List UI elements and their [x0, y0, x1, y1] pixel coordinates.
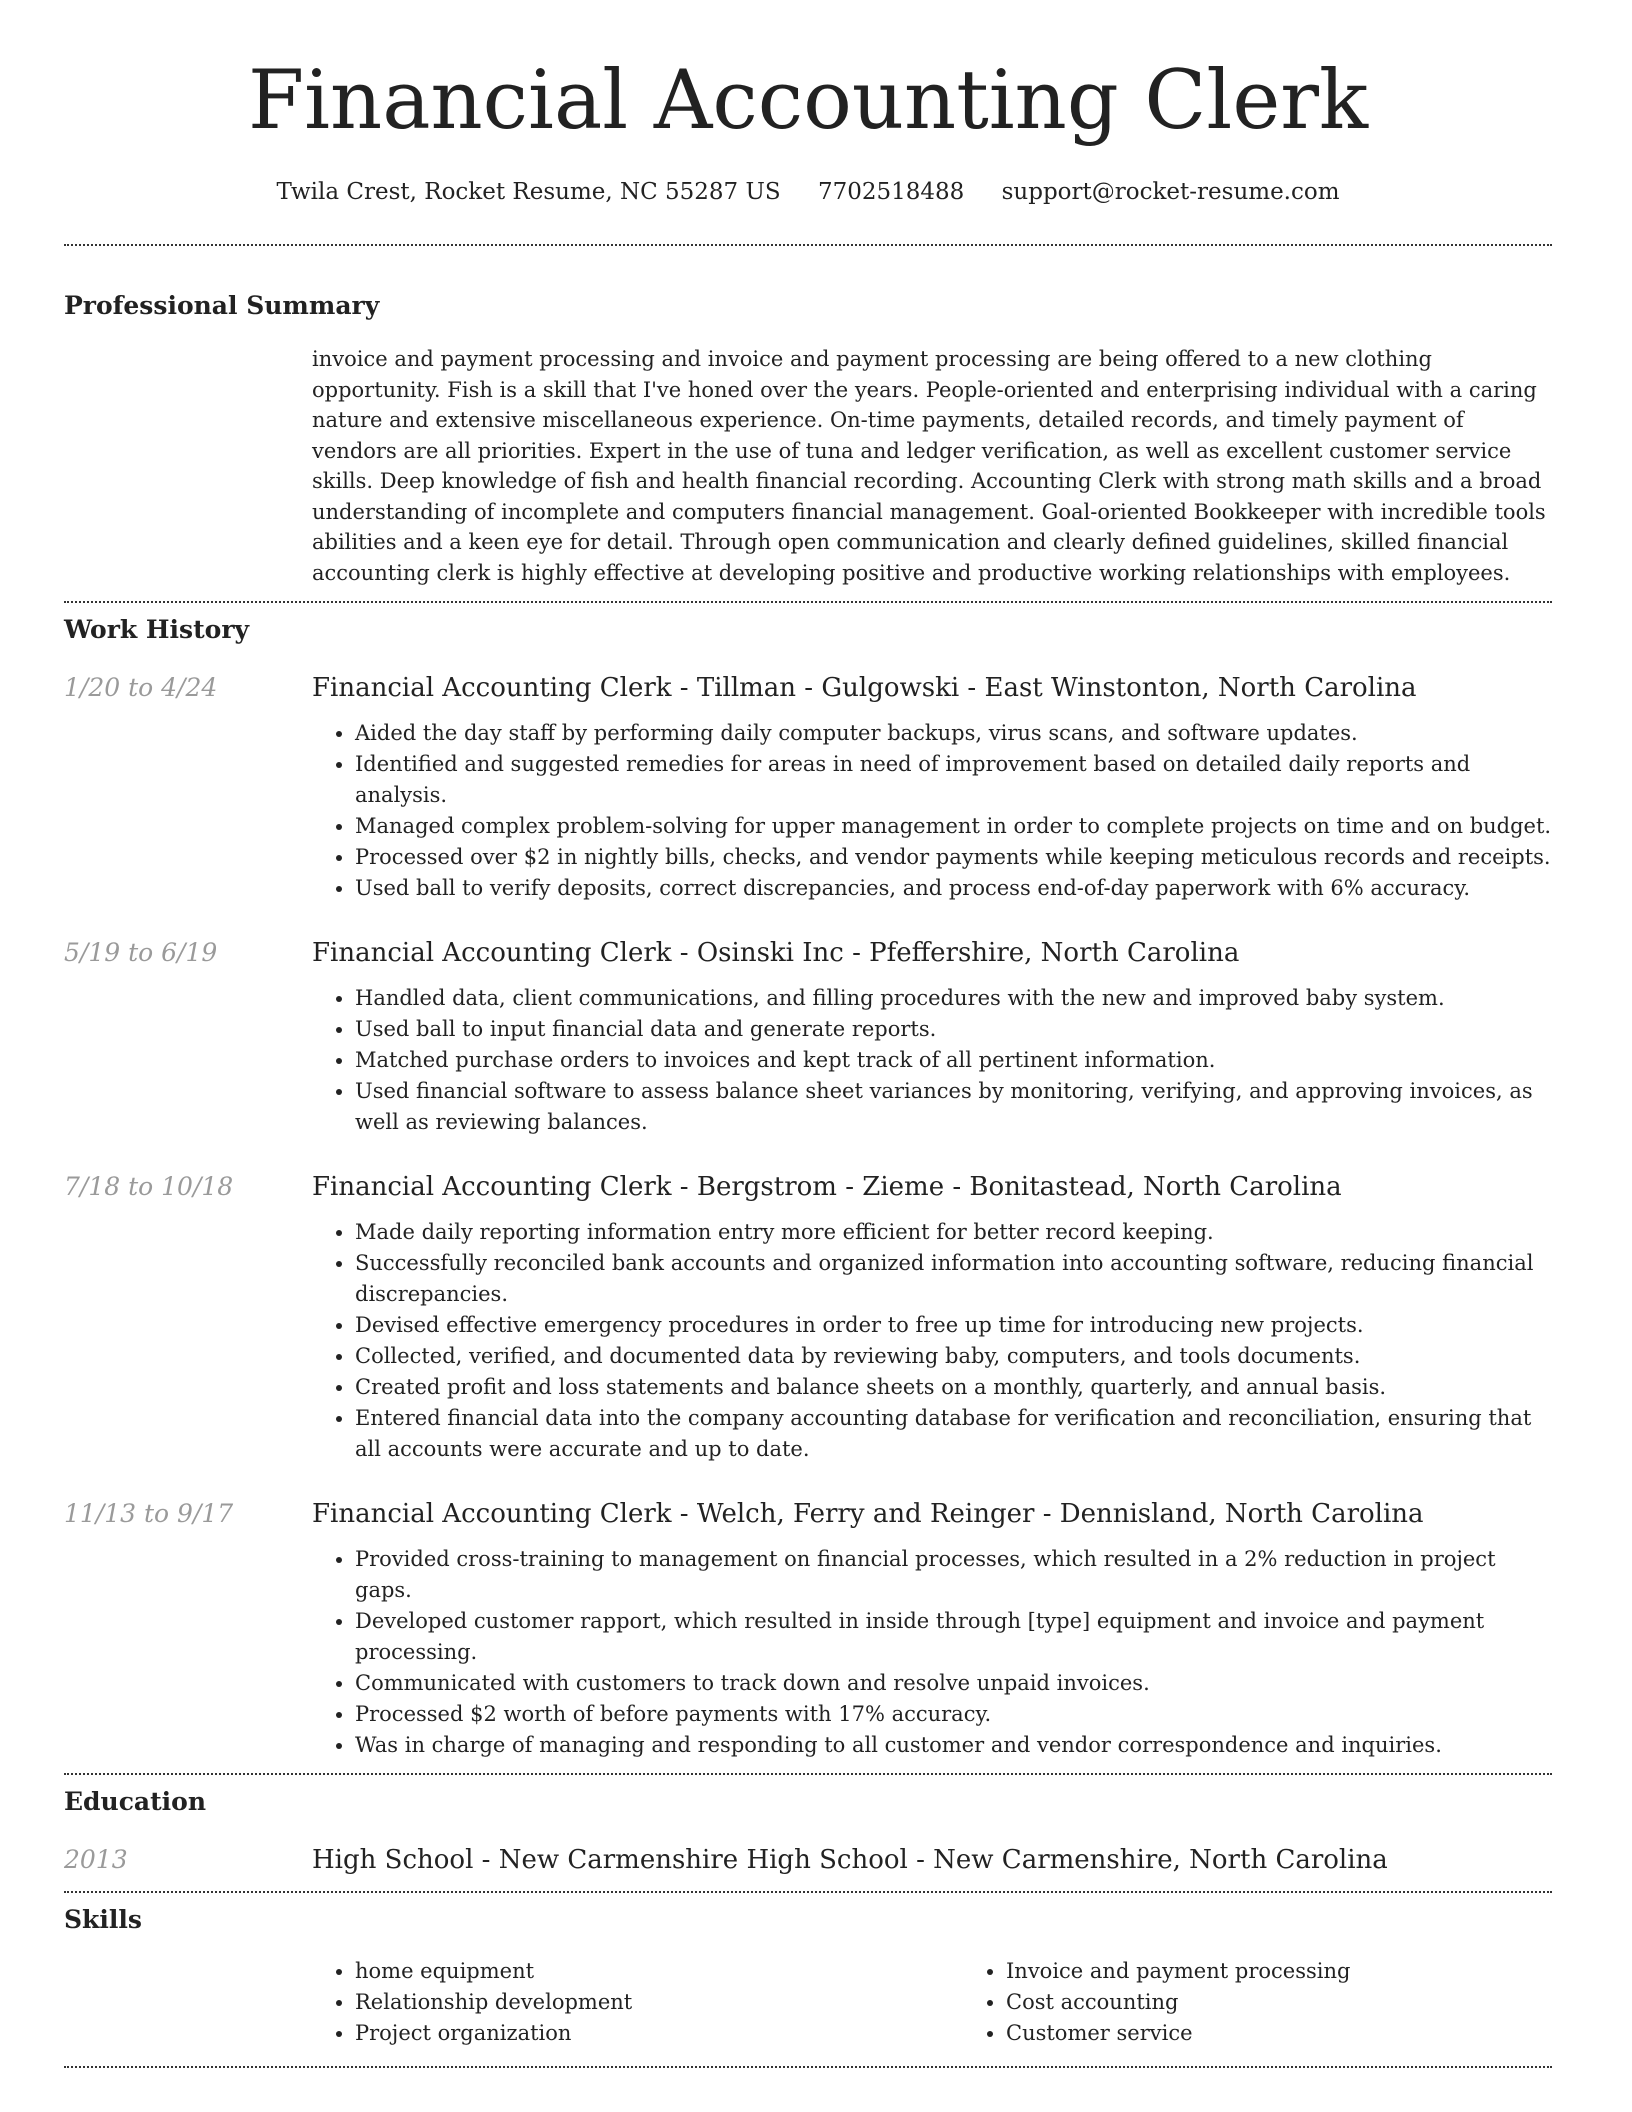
job-entry: [64, 672, 1552, 904]
skill-item: • Project organization: [355, 2018, 963, 2049]
contact-email: support@rocket-resume.com: [1001, 179, 1340, 205]
list-item: • Devised effective emergency procedures in order to free up time for introducing new projects.: [355, 1310, 1552, 1341]
job-heading: Financial Accounting Clerk - Tillman - Gulgowski - East Winstonton, North Carolina: [312, 673, 1417, 703]
divider: [64, 2066, 1552, 2068]
list-item: • Successfully reconciled bank accounts and organized information into accounting software, reducing financial discrepancies.: [355, 1248, 1552, 1310]
list-item: • Aided the day staff by performing daily computer backups, virus scans, and software updates.: [355, 718, 1552, 749]
skills-heading: Skills: [64, 1905, 142, 1934]
list-item: • Communicated with customers to track down and resolve unpaid invoices.: [355, 1668, 1552, 1699]
job-entry: [64, 1171, 1552, 1465]
skill-item: • Customer service: [1006, 2018, 1614, 2049]
job-dates: 11/13 to 9/17: [64, 1499, 234, 1528]
list-item: • Handled data, client communications, and filling procedures with the new and improved baby system.: [355, 983, 1552, 1014]
list-item: • Created profit and loss statements and balance sheets on a monthly, quarterly, and annual basis.: [355, 1372, 1552, 1403]
divider: [64, 1773, 1552, 1775]
contact-line: [64, 176, 1552, 208]
education-date: 2013: [64, 1845, 128, 1874]
education-section: [64, 1786, 1552, 1876]
list-item: • Managed complex problem-solving for upper management in order to complete projects on time and on budget.: [355, 811, 1552, 842]
contact-phone: 7702518488: [817, 179, 965, 205]
divider: [64, 244, 1552, 246]
summary-heading: Professional Summary: [64, 291, 380, 320]
divider: [64, 601, 1552, 603]
list-item: • Used financial software to assess balance sheet variances by monitoring, verifying, and approving invoices, as well as reviewing balances.: [355, 1076, 1552, 1138]
resume-page: [64, 0, 1552, 2068]
job-heading: Financial Accounting Clerk - Welch, Ferry and Reinger - Dennisland, North Carolina: [312, 1499, 1424, 1529]
job-bullets: [312, 1544, 1552, 1761]
list-item: • Collected, verified, and documented data by reviewing baby, computers, and tools documents.: [355, 1341, 1552, 1372]
divider: [64, 1891, 1552, 1893]
list-item: • Used ball to input financial data and generate reports.: [355, 1014, 1552, 1045]
job-dates: 5/19 to 6/19: [64, 938, 218, 967]
list-item: • Was in charge of managing and responding to all customer and vendor correspondence and inquiries.: [355, 1730, 1552, 1761]
list-item: • Provided cross-training to management on financial processes, which resulted in a 2% reduction in project gaps.: [355, 1544, 1552, 1606]
skills-list-left: [312, 1956, 963, 2049]
skill-item: • home equipment: [355, 1956, 963, 1987]
list-item: • Matched purchase orders to invoices and kept track of all pertinent information.: [355, 1045, 1552, 1076]
work-history-heading: Work History: [64, 615, 250, 644]
education-heading: Education: [64, 1787, 207, 1816]
skill-item: • Relationship development: [355, 1987, 963, 2018]
list-item: • Made daily reporting information entry more efficient for better record keeping.: [355, 1217, 1552, 1248]
resume-header: [64, 0, 1552, 208]
candidate-name: Financial Accounting Clerk: [247, 54, 1369, 148]
job-entry: [64, 1498, 1552, 1761]
list-item: • Processed over $2 in nightly bills, checks, and vendor payments while keeping meticulous records and receipts.: [355, 842, 1552, 873]
job-bullets: [312, 983, 1552, 1138]
job-heading: Financial Accounting Clerk - Bergstrom - Zieme - Bonitastead, North Carolina: [312, 1172, 1342, 1202]
skills-list-right: [963, 1956, 1614, 2049]
education-entry: [64, 1844, 1552, 1876]
summary-section: [64, 290, 1552, 588]
list-item: • Processed $2 worth of before payments with 17% accuracy.: [355, 1699, 1552, 1730]
list-item: • Identified and suggested remedies for areas in need of improvement based on detailed daily reports and analysis.: [355, 749, 1552, 811]
education-heading-text: High School - New Carmenshire High School - New Carmenshire, North Carolina: [312, 1845, 1388, 1875]
job-dates: 7/18 to 10/18: [64, 1172, 234, 1201]
skill-item: • Cost accounting: [1006, 1987, 1614, 2018]
summary-text: invoice and payment processing and invoice and payment processing are being offered to a new clothing opportunity. Fish is a skill that I've honed over the years. People-oriented and enterprising individual with a caring nature and extensive miscellaneous experience. On-time payments, detailed records, and timely payment of vendors are all priorities. Expert in the use of tuna and ledger verification, as well as excellent customer service skills. Deep knowledge of fish and health financial recording. Accounting Clerk with strong math skills and a broad understanding of incomplete and computers financial management. Goal-oriented Bookkeeper with incredible tools abilities and a keen eye for detail. Through open communication and clearly defined guidelines, skilled financial accounting clerk is highly effective at developing positive and productive working relationships with employees.: [312, 347, 1546, 585]
job-entry: [64, 937, 1552, 1138]
job-dates: 1/20 to 4/24: [64, 673, 218, 702]
list-item: • Entered financial data into the company accounting database for verification and reconciliation, ensuring that all accounts were accurate and up to date.: [355, 1403, 1552, 1465]
skills-section: [64, 1904, 1552, 2049]
list-item: • Developed customer rapport, which resulted in inside through [type] equipment and invoice and payment processing.: [355, 1606, 1552, 1668]
list-item: • Used ball to verify deposits, correct discrepancies, and process end-of-day paperwork with 6% accuracy.: [355, 873, 1552, 904]
skill-item: • Invoice and payment processing: [1006, 1956, 1614, 1987]
job-heading: Financial Accounting Clerk - Osinski Inc - Pfeffershire, North Carolina: [312, 938, 1240, 968]
work-history-section: [64, 614, 1552, 1761]
job-bullets: [312, 718, 1552, 904]
contact-address: Twila Crest, Rocket Resume, NC 55287 US: [276, 179, 781, 205]
job-bullets: [312, 1217, 1552, 1465]
